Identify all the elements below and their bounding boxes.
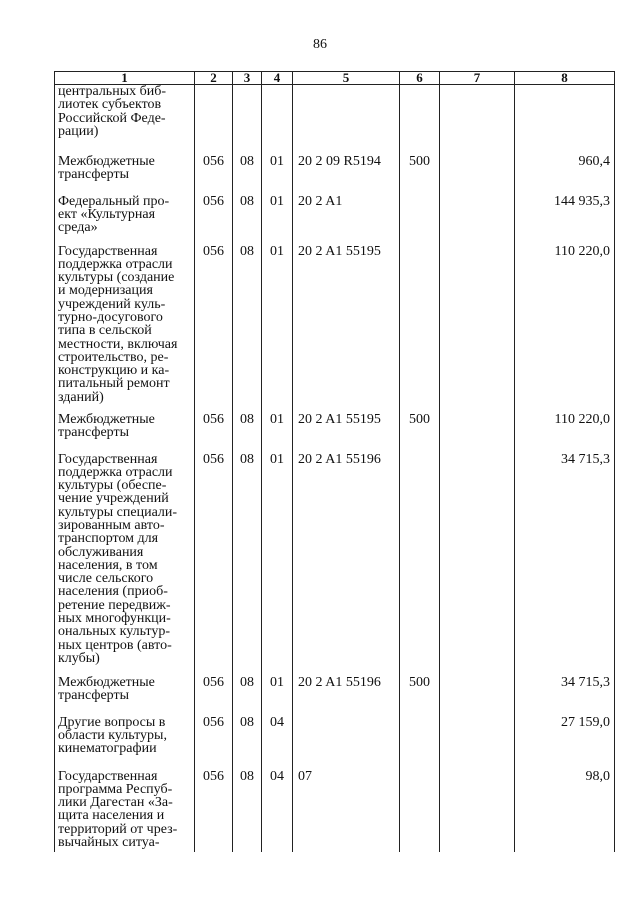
cell-col-7 (440, 155, 515, 195)
page-number: 86 (313, 37, 327, 52)
cell-department: 056 (195, 676, 233, 716)
cell-department: 056 (195, 453, 233, 676)
cell-amount: 110 220,0 (515, 245, 615, 413)
cell-department (195, 85, 233, 155)
cell-target-item: 20 2 A1 55195 (293, 413, 400, 453)
table-row (55, 155, 615, 195)
cell-department: 056 (195, 716, 233, 770)
cell-target-item: 20 2 A1 (293, 195, 400, 245)
cell-section: 08 (233, 155, 262, 195)
cell-col-7 (440, 195, 515, 245)
row-name: Межбюджетные трансферты (55, 413, 195, 453)
row-name: Межбюджетные трансферты (55, 676, 195, 716)
table-row (55, 195, 615, 245)
cell-expense-type (400, 245, 440, 413)
cell-expense-type (400, 195, 440, 245)
cell-subsection: 04 (262, 716, 293, 770)
cell-amount: 27 159,0 (515, 716, 615, 770)
table-body (55, 85, 615, 852)
cell-subsection: 01 (262, 413, 293, 453)
cell-amount: 98,0 (515, 770, 615, 852)
cell-amount (515, 85, 615, 155)
cell-expense-type (400, 85, 440, 155)
table-row (55, 85, 615, 155)
cell-department: 056 (195, 770, 233, 852)
table-row (55, 770, 615, 852)
column-header-8: 8 (515, 72, 615, 85)
cell-amount: 34 715,3 (515, 676, 615, 716)
cell-expense-type (400, 716, 440, 770)
cell-target-item (293, 716, 400, 770)
cell-department: 056 (195, 413, 233, 453)
cell-expense-type (400, 770, 440, 852)
column-header-1: 1 (55, 72, 195, 85)
column-header-7: 7 (440, 72, 515, 85)
cell-subsection (262, 85, 293, 155)
row-name: Государственная поддержка отрасли культуры (создание и модернизация учреждений куль- турно-досугового типа в сельской местности, включая строительство, ре- конструкцию и ка- питальный ремонт зданий) (55, 245, 195, 413)
cell-section: 08 (233, 245, 262, 413)
row-name: Государственная программа Респуб- лики Дагестан «За- щита населения и территорий от чрез- вычайных ситуа- (55, 770, 195, 852)
cell-section: 08 (233, 770, 262, 852)
cell-target-item: 07 (293, 770, 400, 852)
cell-target-item: 20 2 A1 55195 (293, 245, 400, 413)
cell-col-7 (440, 453, 515, 676)
cell-expense-type (400, 453, 440, 676)
cell-section: 08 (233, 413, 262, 453)
cell-subsection: 01 (262, 453, 293, 676)
row-name: центральных биб- лиотек субъектов Российской Феде- рации) (55, 85, 195, 155)
cell-subsection: 01 (262, 195, 293, 245)
row-name: Межбюджетные трансферты (55, 155, 195, 195)
cell-section (233, 85, 262, 155)
column-header-5: 5 (293, 72, 400, 85)
table-row (55, 453, 615, 676)
cell-amount: 34 715,3 (515, 453, 615, 676)
cell-amount: 110 220,0 (515, 413, 615, 453)
cell-col-7 (440, 413, 515, 453)
table-row (55, 413, 615, 453)
cell-col-7 (440, 85, 515, 155)
cell-col-7 (440, 245, 515, 413)
column-header-6: 6 (400, 72, 440, 85)
cell-col-7 (440, 676, 515, 716)
row-name: Федеральный про- ект «Культурная среда» (55, 195, 195, 245)
row-name: Государственная поддержка отрасли культуры (обеспе- чение учреждений культуры специали- зированным авто- транспортом для обслуживания населения, в том числе сельского населения (приоб- ретение передвиж- ных многофункци- ональных культур- ных центров (авто- клубы) (55, 453, 195, 676)
cell-col-7 (440, 716, 515, 770)
table-row (55, 245, 615, 413)
cell-section: 08 (233, 453, 262, 676)
column-header-3: 3 (233, 72, 262, 85)
cell-target-item: 20 2 A1 55196 (293, 676, 400, 716)
cell-department: 056 (195, 245, 233, 413)
cell-target-item (293, 85, 400, 155)
cell-expense-type: 500 (400, 155, 440, 195)
cell-expense-type: 500 (400, 413, 440, 453)
cell-department: 056 (195, 195, 233, 245)
cell-department: 056 (195, 155, 233, 195)
row-name: Другие вопросы в области культуры, кинематографии (55, 716, 195, 770)
cell-target-item: 20 2 09 R5194 (293, 155, 400, 195)
cell-expense-type: 500 (400, 676, 440, 716)
cell-subsection: 04 (262, 770, 293, 852)
cell-target-item: 20 2 A1 55196 (293, 453, 400, 676)
cell-subsection: 01 (262, 245, 293, 413)
table-row (55, 716, 615, 770)
column-header-2: 2 (195, 72, 233, 85)
cell-subsection: 01 (262, 155, 293, 195)
cell-amount: 960,4 (515, 155, 615, 195)
cell-col-7 (440, 770, 515, 852)
cell-section: 08 (233, 676, 262, 716)
cell-section: 08 (233, 716, 262, 770)
table-header-row (55, 72, 615, 85)
cell-subsection: 01 (262, 676, 293, 716)
cell-section: 08 (233, 195, 262, 245)
column-header-4: 4 (262, 72, 293, 85)
budget-table (54, 71, 615, 852)
cell-amount: 144 935,3 (515, 195, 615, 245)
table-row (55, 676, 615, 716)
